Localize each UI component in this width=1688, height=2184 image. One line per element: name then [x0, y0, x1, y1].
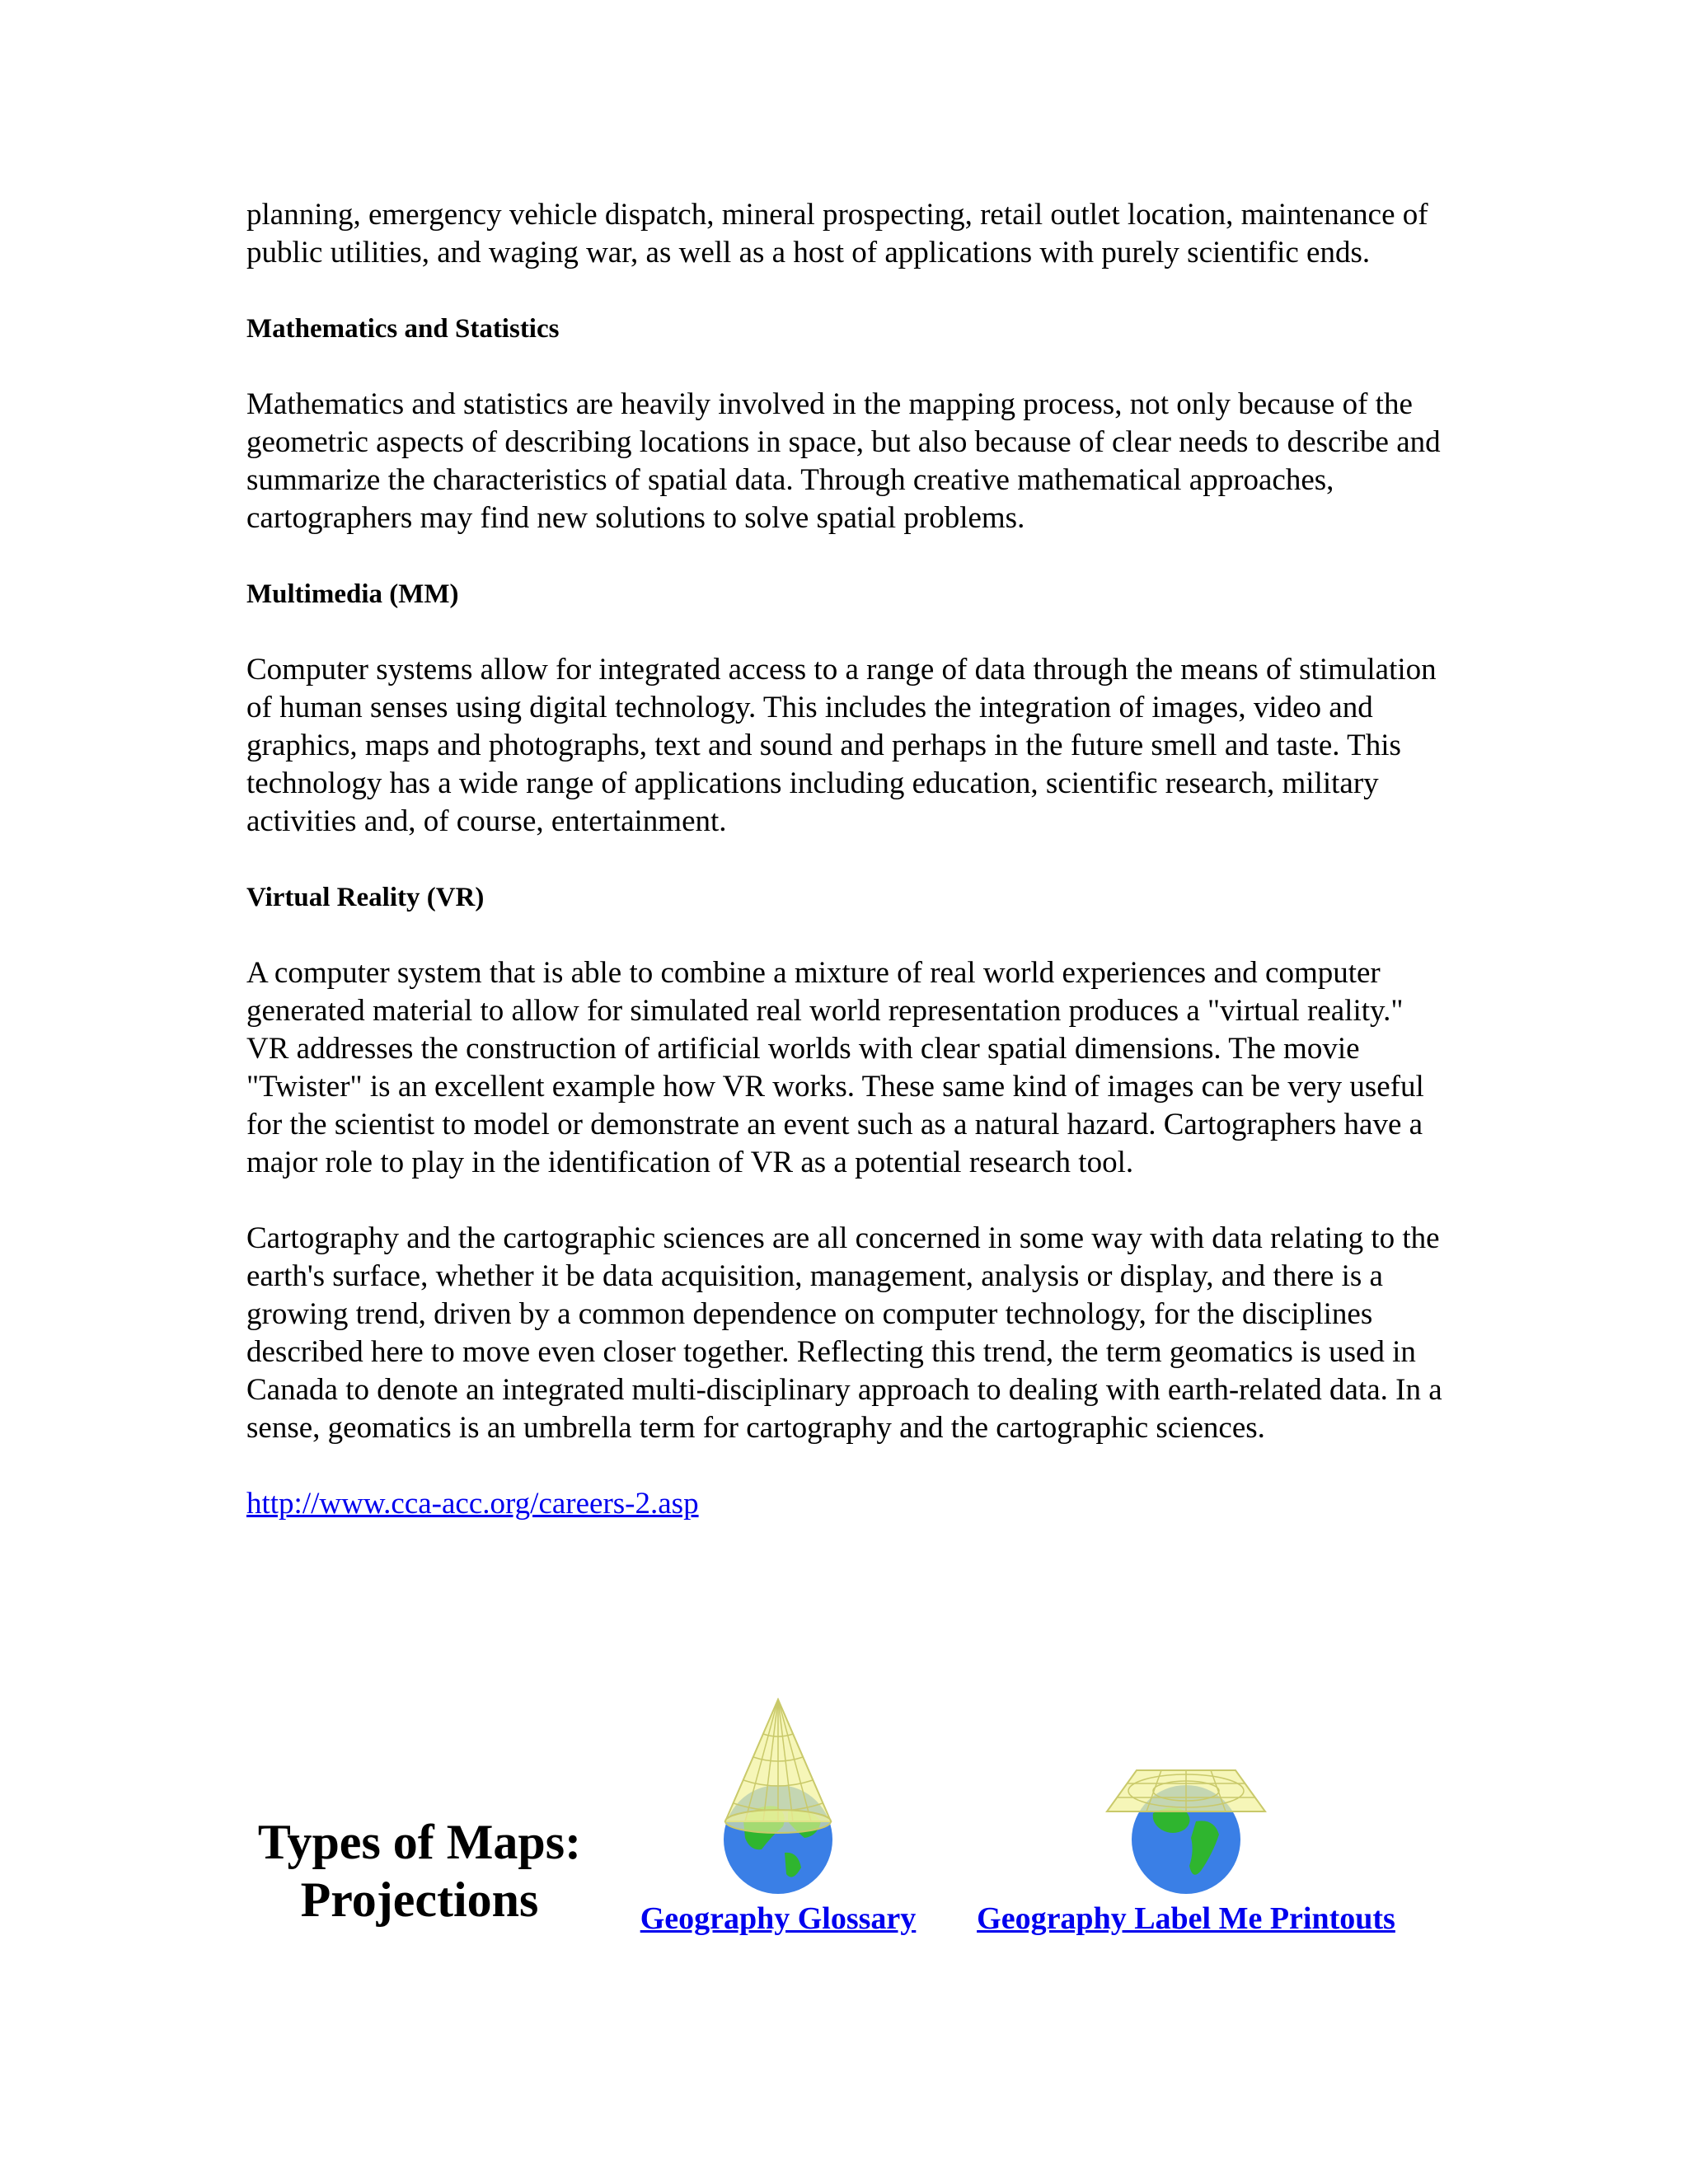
globe-planar-projection-icon — [1104, 1698, 1268, 1896]
glossary-link[interactable] — [630, 1698, 926, 1937]
vr-paragraph: A computer system that is able to combine a mixture of real world experiences and computer generated material to allow for simulated real world representation produces a "virtual reality." VR addresses the construction of artificial worlds with clear spatial dimensions. The movie "Twister" is an excellent example how VR works. These same kind of images can be very useful for the scientist to model or demonstrate an event such as a natural hazard. Cartographers have a major role to play in the identification of VR as a potential research tool. — [246, 956, 1424, 1179]
footer-title[interactable] — [246, 1813, 593, 1929]
footer-title-line1: Types of Maps: — [257, 1815, 582, 1869]
printouts-link[interactable] — [964, 1698, 1409, 1937]
source-link-line — [246, 1485, 1450, 1523]
math-paragraph: Mathematics and statistics are heavily involved in the mapping process, not only because of the geometric aspects of describing locations in space, but also because of clear needs to describe and summarize the characteristics of spatial data. Through creative mathematical approaches, cartographers may find new solutions to solve spatial problems. — [246, 387, 1441, 535]
intro-paragraph: planning, emergency vehicle dispatch, mineral prospecting, retail outlet location, maintenance of public utilities, and waging war, as well as a host of applications with purely scientific ends. — [246, 198, 1428, 269]
source-link[interactable]: http://www.cca-acc.org/careers-2.asp — [246, 1487, 699, 1521]
glossary-label[interactable]: Geography Glossary — [640, 1901, 917, 1936]
vr-heading: Virtual Reality (VR) — [246, 883, 485, 912]
footer-title-line2: Projections — [300, 1872, 539, 1927]
globe-conic-projection-icon — [712, 1698, 844, 1896]
footer-nav — [246, 1698, 1450, 1945]
multimedia-paragraph: Computer systems allow for integrated access to a range of data through the means of stimulation of human senses using digital technology. This includes the integration of images, video and graphics, maps and photographs, text and sound and perhaps in the future smell and taste. This technology has a wide range of applications including education, scientific research, military activities and, of course, entertainment. — [246, 653, 1437, 838]
summary-paragraph: Cartography and the cartographic sciences are all concerned in some way with data relating to the earth's surface, whether it be data acquisition, management, analysis or display, and there is a growing trend, driven by a common dependence on computer technology, for the disciplines described here to move even closer together. Reflecting this trend, the term geomatics is used in Canada to denote an integrated multi-disciplinary approach to dealing with earth-related data. In a sense, geomatics is an umbrella term for cartography and the cartographic sciences. — [246, 1221, 1442, 1445]
math-heading: Mathematics and Statistics — [246, 314, 560, 344]
printouts-label[interactable]: Geography Label Me Printouts — [977, 1901, 1395, 1936]
article-body — [246, 196, 1450, 1561]
multimedia-heading: Multimedia (MM) — [246, 579, 459, 609]
